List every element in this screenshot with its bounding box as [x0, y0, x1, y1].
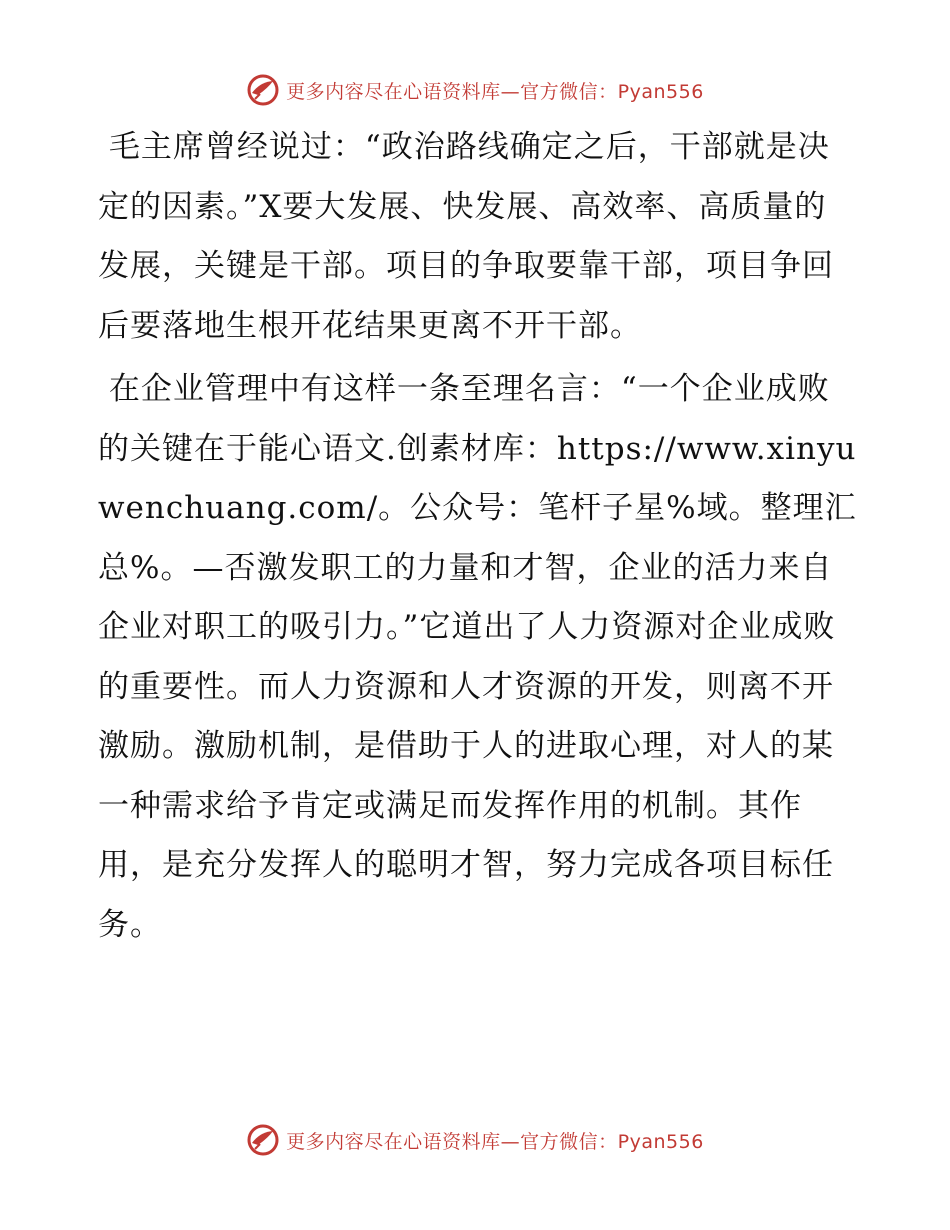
paragraph-2: 在企业管理中有这样一条至理名言：“一个企业成败的关键在于能心语文.创素材库：https://www.xinyuwenchuang.com/。公众号：笔杆子星%域。整理汇总%。—否激发职工的力量和才智，企业的活力来自企业对职工的吸引力。”它道出了人力资源对企业成败的重要性。而人力资源和人才资源的开发，则离不开激励。激励机制，是借助于人的进取心理，对人的某一种需求给予肯定或满足而发挥作用的机制。其作用，是充分发挥人的聪明才智，努力完成各项目标任务。 — [98, 371, 857, 943]
wechat-handle: Pyan556 — [617, 80, 704, 103]
paragraph-1: 毛主席曾经说过：“政治路线确定之后，干部就是决定的因素。”X要大发展、快发展、高效率、高质量的发展，关键是干部。项目的争取要靠干部，项目争回后要落地生根开花结果更离不开干部。 — [98, 129, 834, 344]
banner-text: 更多内容尽在心语资料库—官方微信：Pyan556 — [286, 80, 704, 103]
footer-banner — [0, 1122, 950, 1158]
document-body — [98, 118, 858, 955]
pen-logo-icon — [246, 73, 280, 107]
pen-logo-icon — [246, 1123, 280, 1157]
header-banner — [0, 72, 950, 108]
wechat-handle: Pyan556 — [617, 1130, 704, 1153]
banner-text: 更多内容尽在心语资料库—官方微信：Pyan556 — [286, 1130, 704, 1153]
